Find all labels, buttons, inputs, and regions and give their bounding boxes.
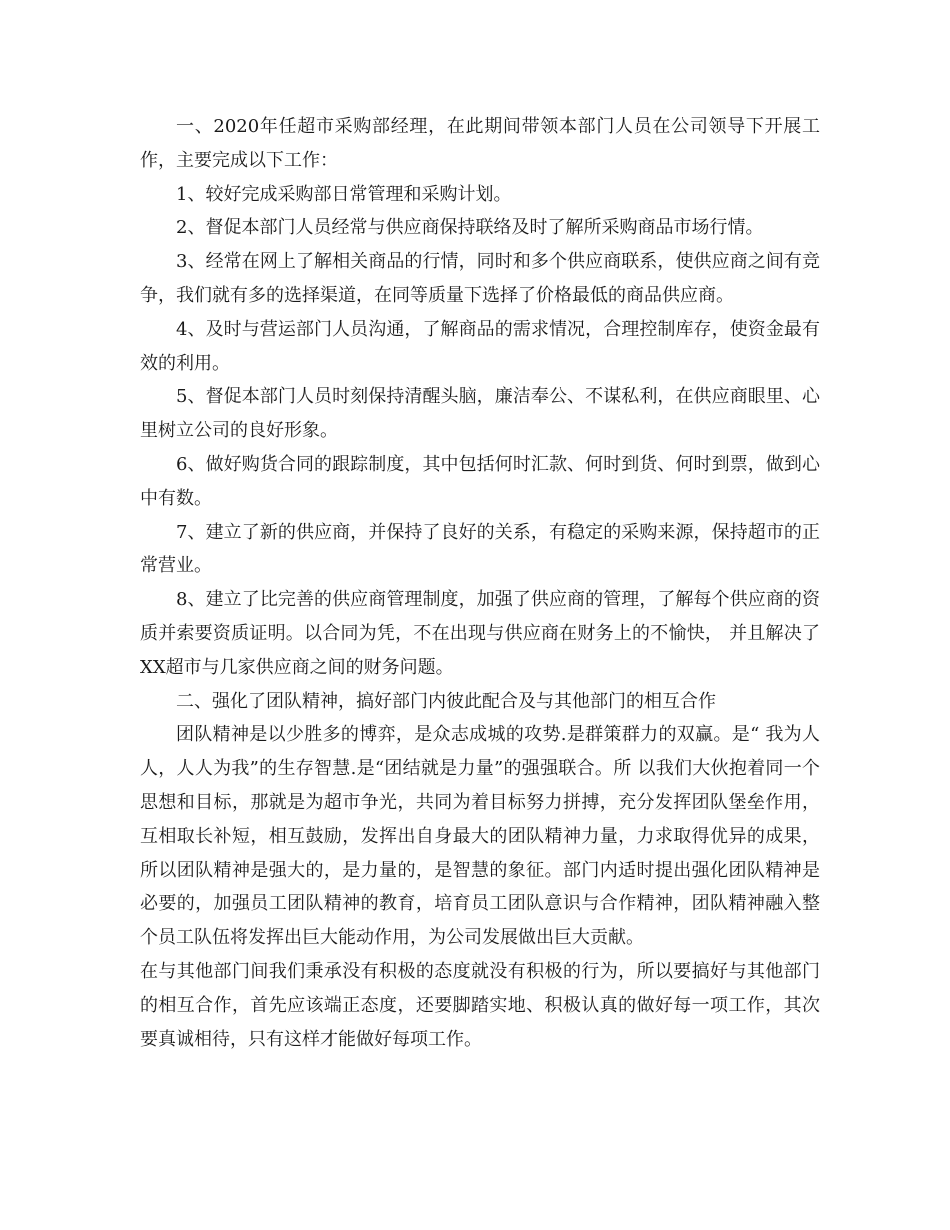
list-item: 6、做好购货合同的跟踪制度，其中包括何时汇款、何时到货、何时到票，做到心中有数。 — [140, 453, 820, 509]
document-body — [140, 110, 820, 1056]
list-item: 7、建立了新的供应商，并保持了良好的关系，有稳定的采购来源，保持超市的正常营业。 — [140, 521, 820, 577]
list-item: 5、督促本部门人员时刻保持清醒头脑，廉洁奉公、不谋私利，在供应商眼里、心里树立公司的良好形象。 — [140, 386, 820, 442]
body-paragraph: 在与其他部门间我们秉承没有积极的态度就没有积极的行为，所以要搞好与其他部门的相互合作，首先应该端正态度，还要脚踏实地、积极认真的做好每一项工作，其次要真诚相待，只有这样才能做好每项工作。 — [140, 960, 820, 1050]
section-heading-1: 一、2020年任超市采购部经理，在此期间带领本部门人员在公司领导下开展工作，主要完成以下工作： — [140, 116, 820, 171]
list-item: 2、督促本部门人员经常与供应商保持联络及时了解所采购商品市场行情。 — [176, 217, 764, 239]
list-item: 1、较好完成采购部日常管理和采购计划。 — [176, 183, 512, 205]
section-heading-2: 二、强化了团队精神，搞好部门内彼此配合及与其他部门的相互合作 — [176, 690, 716, 712]
list-item: 8、建立了比完善的供应商管理制度，加强了供应商的管理，了解每个供应商的资质并索要资质证明。以合同为凭，不在出现与供应商在财务上的不愉快， 并且解决了XX超市与几家供应商之间的财务问题。 — [140, 589, 820, 678]
body-paragraph: 团队精神是以少胜多的博弈，是众志成城的攻势.是群策群力的双赢。是“ 我为人人，人人为我”的生存智慧.是“团结就是力量”的强强联合。所 以我们大伙抱着同一个思想和目标，那就是为超市争光，共同为着目标努力拼搏，充分发挥团队堡垒作用，互相取长补短，相互鼓励，发挥出自身最大的团队精神力量，力求取得优异的成果，所以团队精神是强大的，是力量的，是智慧的象征。部门内适时提出强化团队精神是必要的，加强员工团队精神的教育，培育员工团队意识与合作精神，团队精神融入整个员工队伍将发挥出巨大能动作用，为公司发展做出巨大贡献。 — [140, 724, 820, 949]
list-item: 3、经常在网上了解相关商品的行情，同时和多个供应商联系，使供应商之间有竞争，我们就有多的选择渠道，在同等质量下选择了价格最低的商品供应商。 — [140, 251, 820, 306]
list-item: 4、及时与营运部门人员沟通，了解商品的需求情况，合理控制库存，使资金最有效的利用。 — [140, 318, 820, 374]
